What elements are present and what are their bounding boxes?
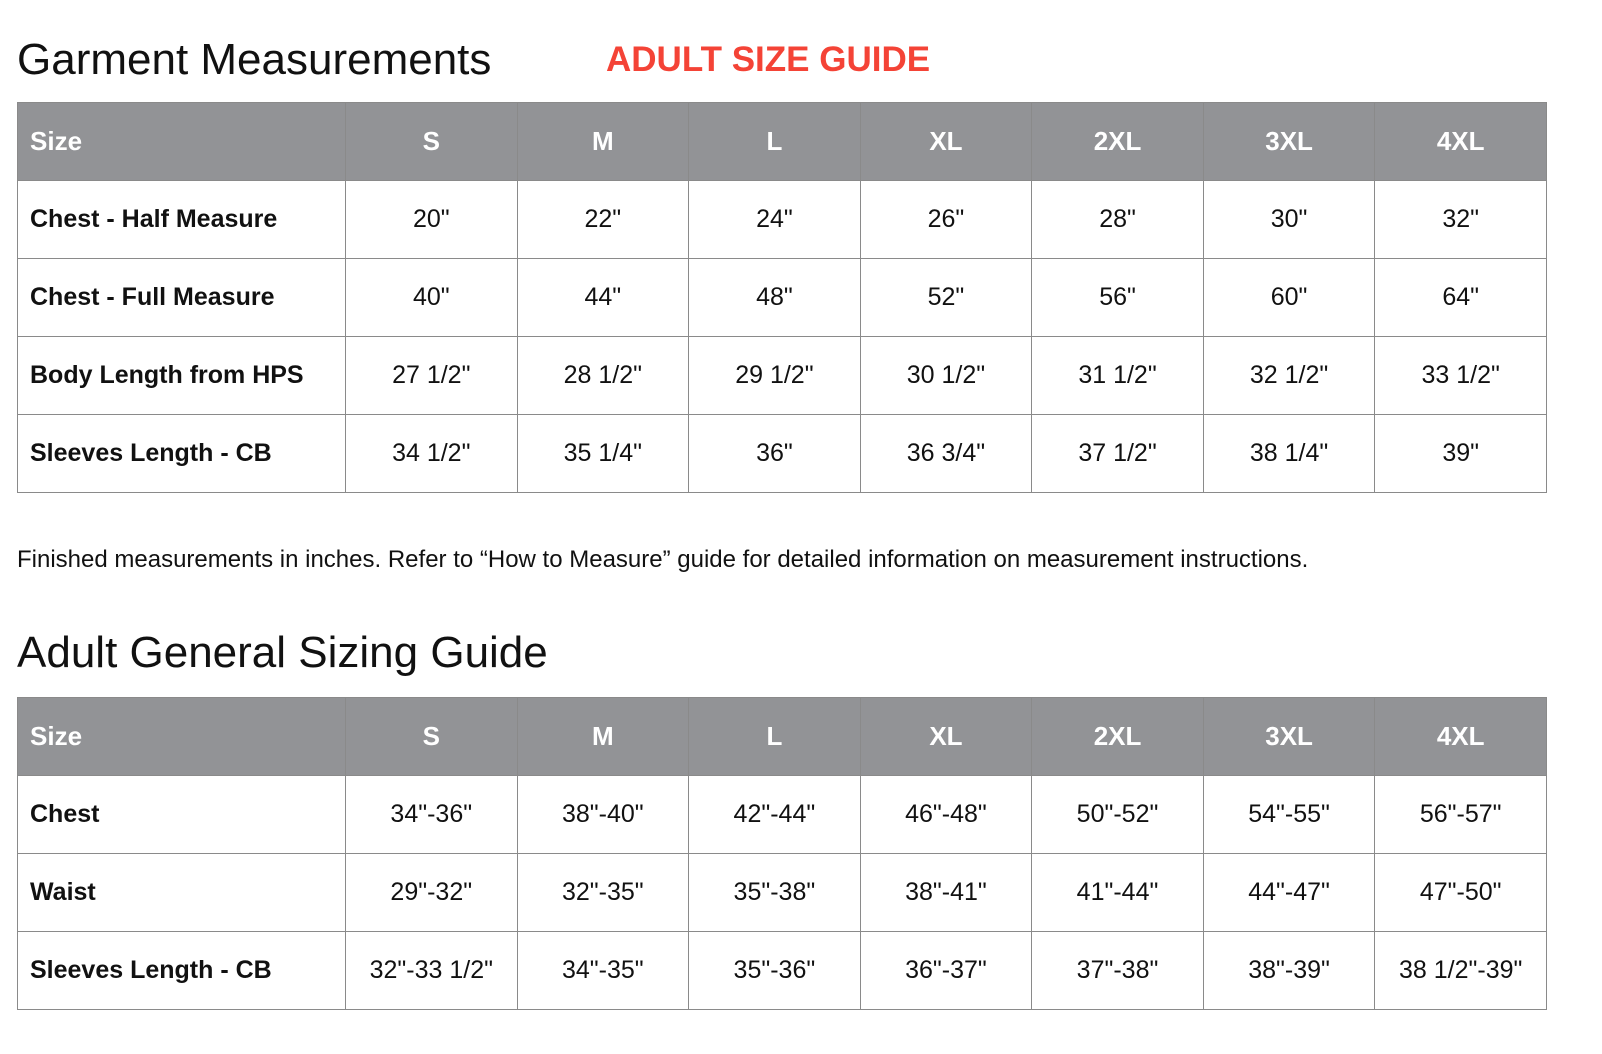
garment-measurements-table <box>17 102 1547 493</box>
table-row <box>18 415 1547 493</box>
table-cell: 38 1/4" <box>1203 415 1375 493</box>
table-row <box>18 259 1547 337</box>
table-cell: 27 1/2" <box>346 337 518 415</box>
column-header-size: Size <box>18 103 346 181</box>
table-cell: 24" <box>689 181 861 259</box>
table-cell: 56" <box>1032 259 1204 337</box>
table-cell: 37 1/2" <box>1032 415 1204 493</box>
column-header-s: S <box>346 698 518 776</box>
table-cell: 48" <box>689 259 861 337</box>
column-header-m: M <box>517 103 689 181</box>
table-cell: 33 1/2" <box>1375 337 1547 415</box>
table-cell: 38"-41" <box>860 854 1032 932</box>
table-cell: 28 1/2" <box>517 337 689 415</box>
column-header-2xl: 2XL <box>1032 698 1204 776</box>
column-header-2xl: 2XL <box>1032 103 1204 181</box>
table-cell: 50"-52" <box>1032 776 1204 854</box>
table-cell: 20" <box>346 181 518 259</box>
adult-size-guide-badge: ADULT SIZE GUIDE <box>606 40 931 79</box>
column-header-xl: XL <box>860 103 1032 181</box>
row-label: Sleeves Length - CB <box>18 415 346 493</box>
table-cell: 34"-36" <box>346 776 518 854</box>
table-cell: 32"-35" <box>517 854 689 932</box>
column-header-xl: XL <box>860 698 1032 776</box>
table-cell: 56"-57" <box>1375 776 1547 854</box>
column-header-3xl: 3XL <box>1203 103 1375 181</box>
table-row <box>18 854 1547 932</box>
table-cell: 60" <box>1203 259 1375 337</box>
table-cell: 28" <box>1032 181 1204 259</box>
table-cell: 36"-37" <box>860 932 1032 1010</box>
table-cell: 40" <box>346 259 518 337</box>
column-header-m: M <box>517 698 689 776</box>
table-cell: 54"-55" <box>1203 776 1375 854</box>
table-cell: 31 1/2" <box>1032 337 1204 415</box>
table-cell: 36" <box>689 415 861 493</box>
table-row <box>18 337 1547 415</box>
table-cell: 38"-40" <box>517 776 689 854</box>
table-cell: 26" <box>860 181 1032 259</box>
table-cell: 34"-35" <box>517 932 689 1010</box>
table-row <box>18 776 1547 854</box>
table-cell: 35 1/4" <box>517 415 689 493</box>
row-label: Chest <box>18 776 346 854</box>
table-cell: 29 1/2" <box>689 337 861 415</box>
row-label: Sleeves Length - CB <box>18 932 346 1010</box>
adult-general-sizing-title: Adult General Sizing Guide <box>17 628 548 677</box>
table-cell: 34 1/2" <box>346 415 518 493</box>
table-cell: 32" <box>1375 181 1547 259</box>
table-cell: 44" <box>517 259 689 337</box>
column-header-4xl: 4XL <box>1375 698 1547 776</box>
measurement-note: Finished measurements in inches. Refer to “How to Measure” guide for detailed information on measurement instructions. <box>17 546 1309 573</box>
column-header-size: Size <box>18 698 346 776</box>
row-label: Chest - Full Measure <box>18 259 346 337</box>
column-header-3xl: 3XL <box>1203 698 1375 776</box>
table-cell: 36 3/4" <box>860 415 1032 493</box>
table-row <box>18 181 1547 259</box>
column-header-l: L <box>689 103 861 181</box>
table-header-row <box>18 103 1547 181</box>
table-cell: 47"-50" <box>1375 854 1547 932</box>
table-cell: 30" <box>1203 181 1375 259</box>
table-cell: 64" <box>1375 259 1547 337</box>
table-cell: 32"-33 1/2" <box>346 932 518 1010</box>
column-header-l: L <box>689 698 861 776</box>
row-label: Body Length from HPS <box>18 337 346 415</box>
table-cell: 22" <box>517 181 689 259</box>
garment-measurements-title: Garment Measurements <box>17 35 492 84</box>
table-cell: 30 1/2" <box>860 337 1032 415</box>
table-cell: 32 1/2" <box>1203 337 1375 415</box>
table-cell: 35"-38" <box>689 854 861 932</box>
table-cell: 44"-47" <box>1203 854 1375 932</box>
table-header-row <box>18 698 1547 776</box>
row-label: Waist <box>18 854 346 932</box>
table-cell: 38"-39" <box>1203 932 1375 1010</box>
table-cell: 52" <box>860 259 1032 337</box>
table-cell: 29"-32" <box>346 854 518 932</box>
table-cell: 35"-36" <box>689 932 861 1010</box>
general-sizing-table <box>17 697 1547 1010</box>
row-label: Chest - Half Measure <box>18 181 346 259</box>
table-cell: 41"-44" <box>1032 854 1204 932</box>
table-cell: 37"-38" <box>1032 932 1204 1010</box>
table-cell: 42"-44" <box>689 776 861 854</box>
table-row <box>18 932 1547 1010</box>
table-cell: 46"-48" <box>860 776 1032 854</box>
table-cell: 39" <box>1375 415 1547 493</box>
table-cell: 38 1/2"-39" <box>1375 932 1547 1010</box>
column-header-4xl: 4XL <box>1375 103 1547 181</box>
column-header-s: S <box>346 103 518 181</box>
